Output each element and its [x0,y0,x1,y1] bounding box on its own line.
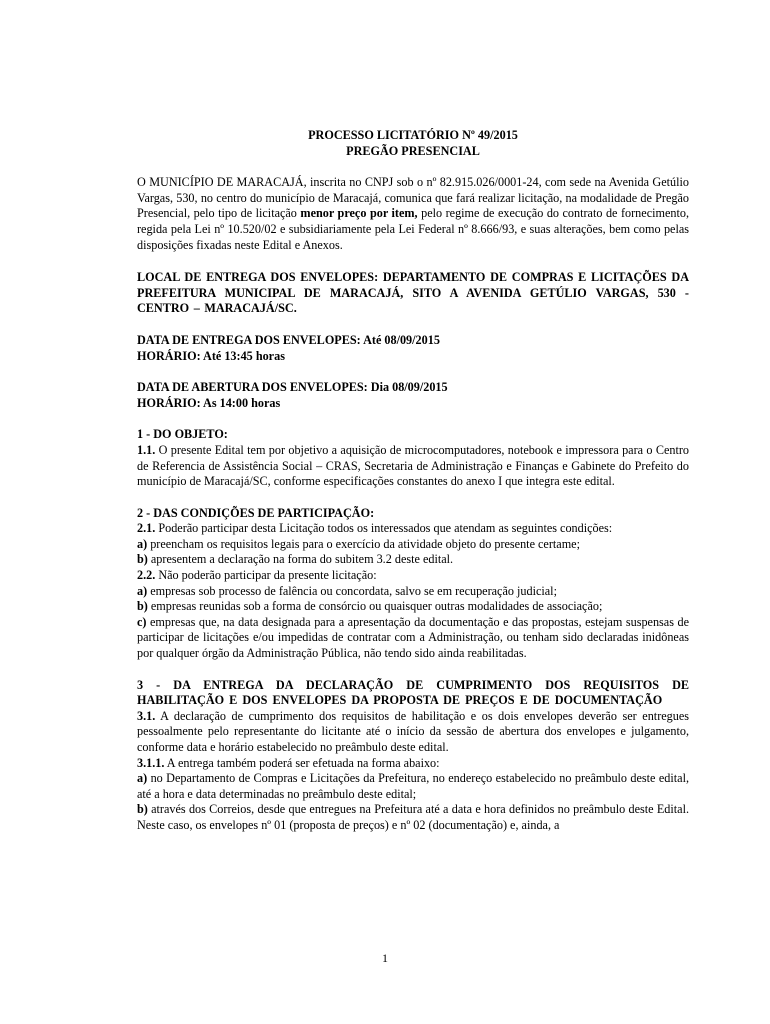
item-number: 3.1.1. [137,755,165,770]
section-1-title: 1 - DO OBJETO: [137,427,228,442]
item-2-1-a [137,537,689,553]
intro-bold-text: menor preço por item, [300,206,418,221]
item-2-1 [137,521,689,537]
item-letter: a) [137,583,148,598]
item-text: O presente Edital tem por objetivo a aquisição de microcomputadores, notebook e impressora para o Centro de Referencia de Assistência Social – CRAS, Secretaria de Administração e Finanças e Gabinete do Prefeito do município de Maracajá/SC, conforme especificações constantes do anexo I que integra este edital. [137,442,689,489]
local-entrega: LOCAL DE ENTREGA DOS ENVELOPES: DEPARTAMENTO DE COMPRAS E LICITAÇÕES DA PREFEITURA MUNICIPAL DE MARACAJÁ, SITO A AVENIDA GETÚLIO VARGAS, 530 - CENTRO – MARACAJÁ/SC. [137,270,689,316]
section-3-title: 3 - DA ENTREGA DA DECLARAÇÃO DE CUMPRIMENTO DOS REQUISITOS DE HABILITAÇÃO E DOS ENVELOPES DA PROPOSTA DE PREÇOS E DE DOCUMENTAÇÃO [137,677,689,708]
item-number: 1.1. [137,442,156,457]
item-text: Não poderão participar da presente licitação: [155,568,377,583]
item-3-1 [137,709,689,756]
item-2-2-a [137,584,689,600]
item-2-1-b [137,552,689,568]
horario-abertura: HORÁRIO: As 14:00 horas [137,395,281,410]
item-text: Poderão participar desta Licitação todos os interessados que atendam as seguintes condições: [155,521,613,536]
document-title: PROCESSO LICITATÓRIO Nº 49/2015 [308,128,518,142]
item-3-1-1-b [137,802,689,833]
item-letter: b) [137,552,148,567]
document-page [137,128,689,834]
page-number: 1 [382,951,388,965]
item-text: empresas sob processo de falência ou concordata, salvo se em recuperação judicial; [147,583,557,598]
item-3-1-1 [137,756,689,772]
intro-text-1: O MUNICÍPIO DE MARACAJÁ, inscrita no CNPJ sob o nº 82.915.026/0001-24, com sede na Avenida Getúlio Vargas, 530, no centro do município de Maracajá, comunica que fará realizar licitação, na modalidade de Pregão Presencial, pelo tipo de licitação [137,175,689,221]
item-letter: c) [137,614,147,629]
item-text: através dos Correios, desde que entregues na Prefeitura até a data e hora definidos no preâmbulo deste Edital. Neste caso, os envelopes nº 01 (proposta de preços) e nº 02 (documentação) e, ainda, a [137,802,689,832]
item-letter: a) [137,536,148,551]
item-1-1 [137,443,689,490]
item-text: preencham os requisitos legais para o exercício da atividade objeto do presente certame; [147,536,580,551]
item-letter: a) [137,771,148,786]
item-text: A declaração de cumprimento dos requisitos de habilitação e os dois envelopes deverão ser entregues pessoalmente pelo representante do licitante até o início da sessão de abertura dos envelopes e julgamento, conforme data e horário estabelecido no preâmbulo deste edital. [137,708,689,754]
intro-text-2: pelo regime de execução do contrato de fornecimento, regida pela Lei nº 10.520/02 e subsidiariamente pela Lei Federal nº 8.666/93, e suas alterações, bem como pelas disposições fixadas neste Edital e Anexos. [137,206,689,252]
item-text: no Departamento de Compras e Licitações da Prefeitura, no endereço estabelecido no preâmbulo deste edital, até a hora e data determinadas no preâmbulo deste edital; [137,771,689,801]
item-number: 2.1. [137,521,156,536]
item-2-2-c [137,615,689,662]
item-text: empresas que, na data designada para a apresentação da documentação e das propostas, estejam suspensas de participar de licitações e/ou impedidas de contratar com a Administração, ou tenham sido declaradas inidôneas por qualquer órgão da Administração Pública, não tendo sido ainda reabilitadas. [137,614,689,661]
item-2-2 [137,568,689,584]
intro-paragraph [137,175,689,253]
item-number: 2.2. [137,568,156,583]
data-abertura: DATA DE ABERTURA DOS ENVELOPES: Dia 08/09/2015 [137,380,448,395]
item-2-2-b [137,599,689,615]
item-text: apresentem a declaração na forma do subitem 3.2 deste edital. [147,552,454,567]
document-subtitle: PREGÃO PRESENCIAL [346,143,480,158]
item-letter: b) [137,802,148,817]
item-letter: b) [137,599,148,614]
item-text: A entrega também poderá ser efetuada na forma abaixo: [164,755,440,770]
item-number: 3.1. [137,708,156,723]
section-2-title: 2 - DAS CONDIÇÕES DE PARTICIPAÇÃO: [137,505,375,520]
data-entrega: DATA DE ENTREGA DOS ENVELOPES: Até 08/09/2015 [137,332,440,347]
horario-entrega: HORÁRIO: Até 13:45 horas [137,348,285,363]
item-text: empresas reunidas sob a forma de consórcio ou quaisquer outras modalidades de associação; [147,599,603,614]
item-3-1-1-a [137,771,689,802]
